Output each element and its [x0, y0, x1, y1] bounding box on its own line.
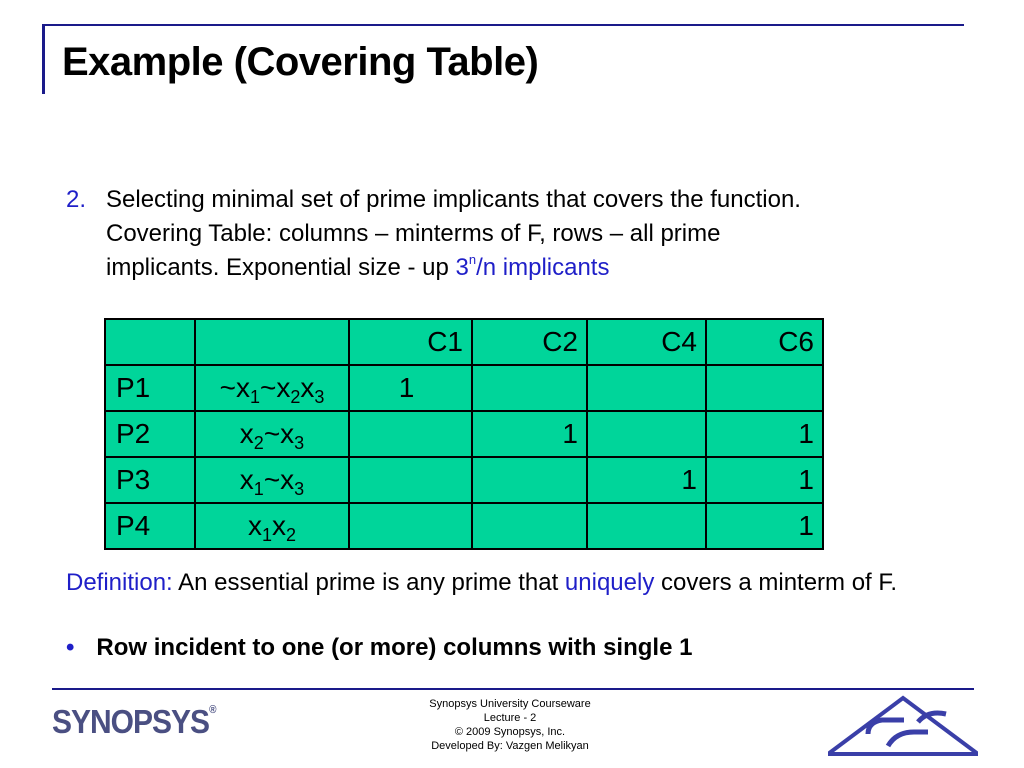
- cover-cell: [706, 365, 823, 411]
- row-label: P1: [105, 365, 195, 411]
- footer-line: Synopsys University Courseware: [429, 698, 591, 710]
- cover-cell: 1: [706, 411, 823, 457]
- footer-line: Developed By: Vazgen Melikyan: [431, 740, 589, 752]
- cover-cell: [349, 411, 472, 457]
- footer-line: © 2009 Synopsys, Inc.: [454, 726, 566, 738]
- cover-cell: 1: [587, 457, 706, 503]
- column-header: C1: [349, 319, 472, 365]
- bullet-text: Row incident to one (or more) columns with single 1: [96, 634, 693, 661]
- cover-cell: 1: [472, 411, 587, 457]
- implicant-expression: $\sim x_1\sim x_2x_3$: [195, 365, 349, 411]
- top-rule: [42, 24, 964, 26]
- table-row: [105, 411, 823, 457]
- column-header: C6: [706, 319, 823, 365]
- implicant-expression: $x_1x_2$: [195, 503, 349, 549]
- table-row: [105, 503, 823, 549]
- covering-table: [104, 318, 824, 550]
- cover-cell: 1: [349, 365, 472, 411]
- table-row: [105, 457, 823, 503]
- cover-cell: [587, 411, 706, 457]
- implicant-expression: $x_2\sim x_3$: [195, 411, 349, 457]
- implicant-expression: $x_1\sim x_3$: [195, 457, 349, 503]
- bottom-rule: [52, 688, 974, 690]
- footer-line: Lecture - 2: [483, 712, 537, 724]
- cover-cell: 1: [706, 503, 823, 549]
- bullet-dot-icon: •: [66, 634, 75, 661]
- cover-cell: 1: [706, 457, 823, 503]
- courseware-emblem-icon: [828, 694, 978, 756]
- row-label: P2: [105, 411, 195, 457]
- cover-cell: [472, 457, 587, 503]
- definition-label: Definition:: [66, 569, 173, 596]
- item-line-1: Selecting minimal set of prime implicants that covers the function.: [106, 186, 801, 213]
- definition-paragraph: [66, 566, 956, 599]
- definition-highlight: uniquely: [564, 569, 655, 596]
- size-bound-exponent: n: [468, 252, 477, 267]
- table-row: [105, 365, 823, 411]
- definition-text-1: An essential prime is any prime that: [172, 569, 565, 596]
- column-header: C2: [472, 319, 587, 365]
- footer-credits: [395, 697, 625, 753]
- item-number: 2.: [66, 186, 87, 213]
- table-header-row: [105, 319, 823, 365]
- cover-cell: [472, 365, 587, 411]
- definition-text-2: covers a minterm of F.: [654, 569, 898, 596]
- item-line-2: Covering Table: columns – minterms of F, rows – all prime: [106, 220, 721, 247]
- header-blank-1: [105, 319, 195, 365]
- size-bound-rest: /n implicants: [476, 254, 610, 281]
- synopsys-logo: SYNOPSYS®: [52, 704, 216, 741]
- size-bound: [456, 254, 610, 281]
- item-text: [106, 183, 956, 285]
- bullet-item: [66, 634, 692, 662]
- column-header: C4: [587, 319, 706, 365]
- cover-cell: [472, 503, 587, 549]
- title-side-rule: [42, 24, 45, 94]
- cover-cell: [587, 503, 706, 549]
- cover-cell: [349, 457, 472, 503]
- slide-title: Example (Covering Table): [62, 40, 539, 84]
- size-bound-base: 3: [455, 254, 469, 281]
- cover-cell: [349, 503, 472, 549]
- row-label: P3: [105, 457, 195, 503]
- item-line-3: implicants. Exponential size - up: [106, 254, 456, 281]
- header-blank-2: [195, 319, 349, 365]
- row-label: P4: [105, 503, 195, 549]
- cover-cell: [587, 365, 706, 411]
